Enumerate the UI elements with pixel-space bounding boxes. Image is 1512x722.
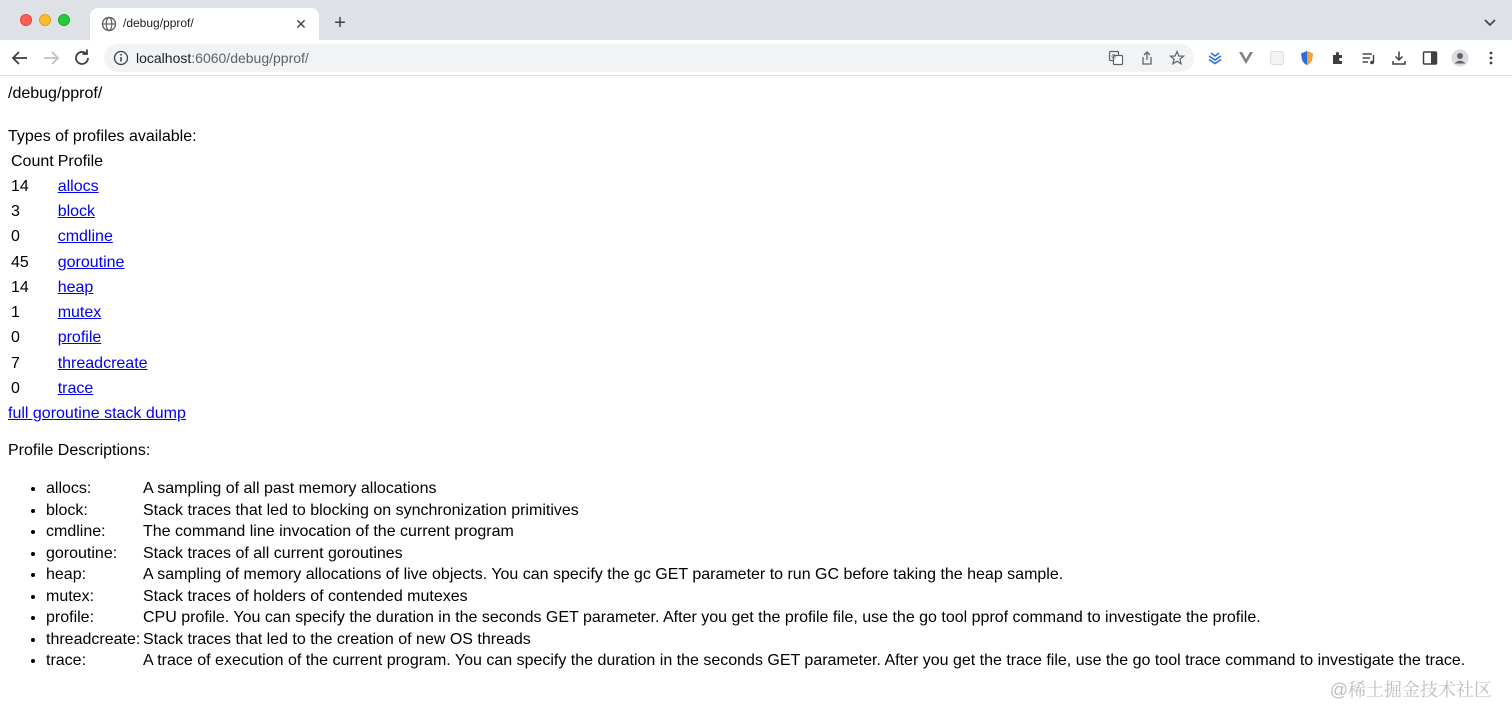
profile-count: 7: [11, 354, 20, 372]
window-maximize-button[interactable]: [58, 14, 70, 26]
list-item: [46, 521, 1465, 543]
table-row: [10, 352, 149, 375]
table-header-row: [10, 151, 149, 173]
types-label: Types of profiles available:: [8, 128, 197, 145]
profiles-table: [8, 149, 151, 403]
svg-text:G: G: [1111, 53, 1116, 61]
list-item: [46, 629, 1465, 651]
table-row: [10, 301, 149, 324]
description-text: The command line invocation of the current program: [143, 523, 514, 540]
globe-icon: [101, 16, 117, 32]
info-icon[interactable]: [113, 50, 129, 66]
description-name: goroutine:: [46, 544, 118, 562]
profile-count: 45: [11, 253, 29, 271]
extension-shield-icon[interactable]: [1299, 50, 1315, 66]
plus-icon[interactable]: +: [334, 12, 346, 34]
column-header-count: Count: [11, 153, 54, 170]
tab-title: /debug/pprof/: [123, 16, 194, 30]
profile-link-heap[interactable]: heap: [57, 278, 94, 296]
list-item: [46, 607, 1465, 629]
table-row: [10, 276, 149, 299]
description-text: A sampling of memory allocations of live objects. You can specify the gc GET parameter to run GC before taking the heap sample.: [143, 566, 1064, 583]
profile-link-mutex[interactable]: mutex: [57, 304, 102, 322]
kebab-menu-icon[interactable]: [1483, 50, 1499, 66]
profile-link-trace[interactable]: trace: [57, 380, 94, 398]
table-row: [10, 226, 149, 249]
window-minimize-button[interactable]: [39, 14, 51, 26]
description-text: A sampling of all past memory allocations: [143, 480, 437, 497]
watermark: @稀土掘金技术社区: [1329, 680, 1492, 700]
profile-link-profile[interactable]: profile: [57, 329, 102, 347]
profile-count: 14: [11, 278, 29, 296]
description-name: trace:: [46, 652, 87, 669]
reload-icon[interactable]: [70, 46, 94, 70]
extensions-icon[interactable]: [1330, 50, 1346, 66]
column-header-profile: Profile: [57, 153, 104, 170]
description-text: Stack traces of all current goroutines: [143, 544, 403, 562]
descriptions-label: Profile Descriptions:: [8, 442, 151, 459]
description-name: mutex:: [46, 587, 95, 605]
extension-vue-icon[interactable]: [1238, 50, 1254, 66]
description-text: Stack traces that led to blocking on synchronization primitives: [143, 501, 579, 519]
description-text: Stack traces that led to the creation of new OS threads: [143, 630, 531, 648]
address-bar[interactable]: [104, 44, 1194, 72]
profile-count: 0: [11, 380, 20, 398]
profile-link-threadcreate[interactable]: threadcreate: [57, 354, 148, 372]
list-item: [46, 586, 1465, 608]
description-name: block:: [46, 501, 88, 519]
profile-count: 0: [11, 228, 20, 246]
table-row: [10, 175, 149, 198]
table-row: [10, 200, 149, 223]
browser-titlebar: [0, 0, 1512, 40]
profile-count: 0: [11, 329, 20, 347]
download-icon[interactable]: [1391, 50, 1407, 66]
list-item: [46, 478, 1465, 500]
description-name: heap:: [46, 566, 87, 583]
chevron-down-icon[interactable]: [1480, 12, 1500, 32]
extension-placeholder-icon[interactable]: [1269, 50, 1285, 66]
extension-layers-icon[interactable]: [1207, 50, 1223, 66]
profile-descriptions-list: [0, 478, 1465, 672]
full-goroutine-dump-link[interactable]: full goroutine stack dump: [8, 405, 186, 422]
sidebar-icon[interactable]: [1422, 50, 1438, 66]
url-text[interactable]: localhost:6060/debug/pprof/: [136, 50, 309, 66]
profile-link-block[interactable]: block: [57, 202, 96, 220]
table-row: [10, 377, 149, 400]
description-name: cmdline:: [46, 523, 106, 540]
profile-link-allocs[interactable]: allocs: [57, 177, 99, 195]
profile-avatar-icon[interactable]: [1451, 49, 1469, 67]
window-close-button[interactable]: [20, 14, 32, 26]
translate-icon[interactable]: [1108, 50, 1124, 66]
forward-arrow-icon[interactable]: [39, 46, 63, 70]
star-icon[interactable]: [1169, 50, 1185, 66]
browser-toolbar: [0, 40, 1512, 76]
description-text: CPU profile. You can specify the duration in the seconds GET parameter. After you get the profile file, use the go tool pprof command to investigate the profile.: [143, 609, 1261, 626]
close-icon[interactable]: ✕: [295, 16, 307, 32]
page-title: /debug/pprof/: [8, 85, 103, 102]
description-name: allocs:: [46, 480, 92, 497]
list-item: [46, 543, 1465, 565]
table-row: [10, 251, 149, 274]
description-text: A trace of execution of the current program. You can specify the duration in the seconds GET parameter. After you get the trace file, use the go tool trace command to investigate the trace.: [143, 652, 1466, 669]
profile-count: 3: [11, 202, 20, 220]
list-item: [46, 500, 1465, 522]
browser-tab-active[interactable]: [90, 8, 319, 40]
back-arrow-icon[interactable]: [8, 46, 32, 70]
list-item: [46, 564, 1465, 586]
share-icon[interactable]: [1139, 50, 1155, 66]
profile-link-cmdline[interactable]: cmdline: [57, 228, 113, 246]
list-item: [46, 650, 1465, 672]
profile-count: 14: [11, 177, 29, 195]
reading-list-icon[interactable]: [1361, 50, 1377, 66]
profile-link-goroutine[interactable]: goroutine: [57, 253, 125, 271]
page-content: [0, 77, 1512, 722]
description-text: Stack traces of holders of contended mutexes: [143, 587, 468, 605]
table-row: [10, 327, 149, 350]
profile-count: 1: [11, 304, 20, 322]
description-name: threadcreate:: [46, 630, 141, 648]
description-name: profile:: [46, 609, 95, 626]
